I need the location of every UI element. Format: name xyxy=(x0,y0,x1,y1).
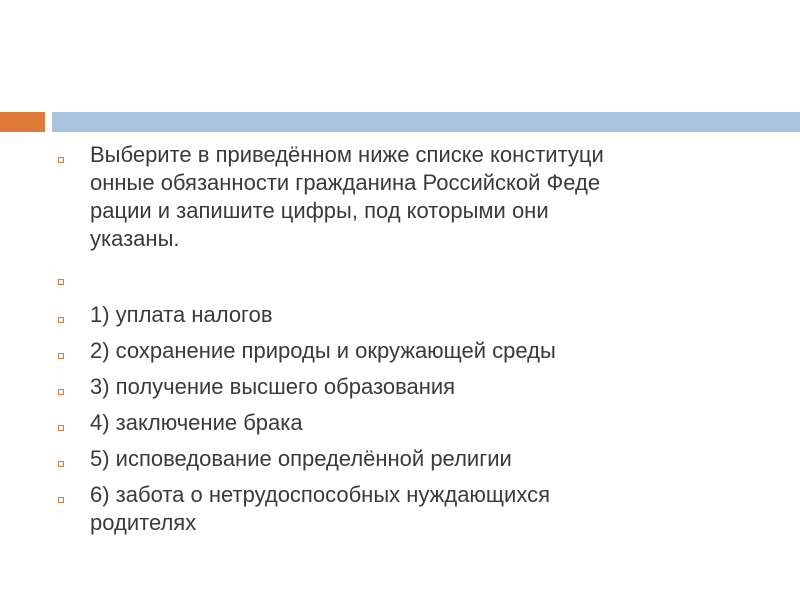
accent-bar xyxy=(0,112,45,132)
bullet-list xyxy=(56,141,756,545)
list-item-text: 6) забота о нетрудоспособных нуждающихся родителях xyxy=(90,482,550,535)
list-item-text: 3) получение высшего образования xyxy=(90,374,456,399)
list-item xyxy=(56,409,756,437)
list-item-text: 5) исповедование определённой религии xyxy=(90,446,512,471)
list-item xyxy=(56,301,756,329)
list-item xyxy=(56,337,756,365)
bullet-square-icon xyxy=(56,141,90,169)
intro-text: Выберите в приведённом ниже списке конституци онные обязанности гражданина Российской Феде рации и запишите цифры, под которыми они указаны. xyxy=(90,142,604,251)
bullet-square-icon xyxy=(56,337,90,365)
title-bar xyxy=(52,112,800,132)
bullet-square-icon xyxy=(56,481,90,509)
list-item-text: 1) уплата налогов xyxy=(90,302,273,327)
list-item-text: 2) сохранение природы и окружающей среды xyxy=(90,338,556,363)
list-item-text: 4) заключение брака xyxy=(90,410,303,435)
bullet-intro xyxy=(56,141,756,253)
bullet-square-icon xyxy=(56,445,90,473)
bullet-square-icon xyxy=(56,301,90,329)
bullet-square-icon xyxy=(56,373,90,401)
list-item xyxy=(56,445,756,473)
bullet-empty xyxy=(56,263,756,291)
bullet-square-icon xyxy=(56,263,90,291)
bullet-square-icon xyxy=(56,409,90,437)
list-item xyxy=(56,373,756,401)
list-item xyxy=(56,481,756,537)
